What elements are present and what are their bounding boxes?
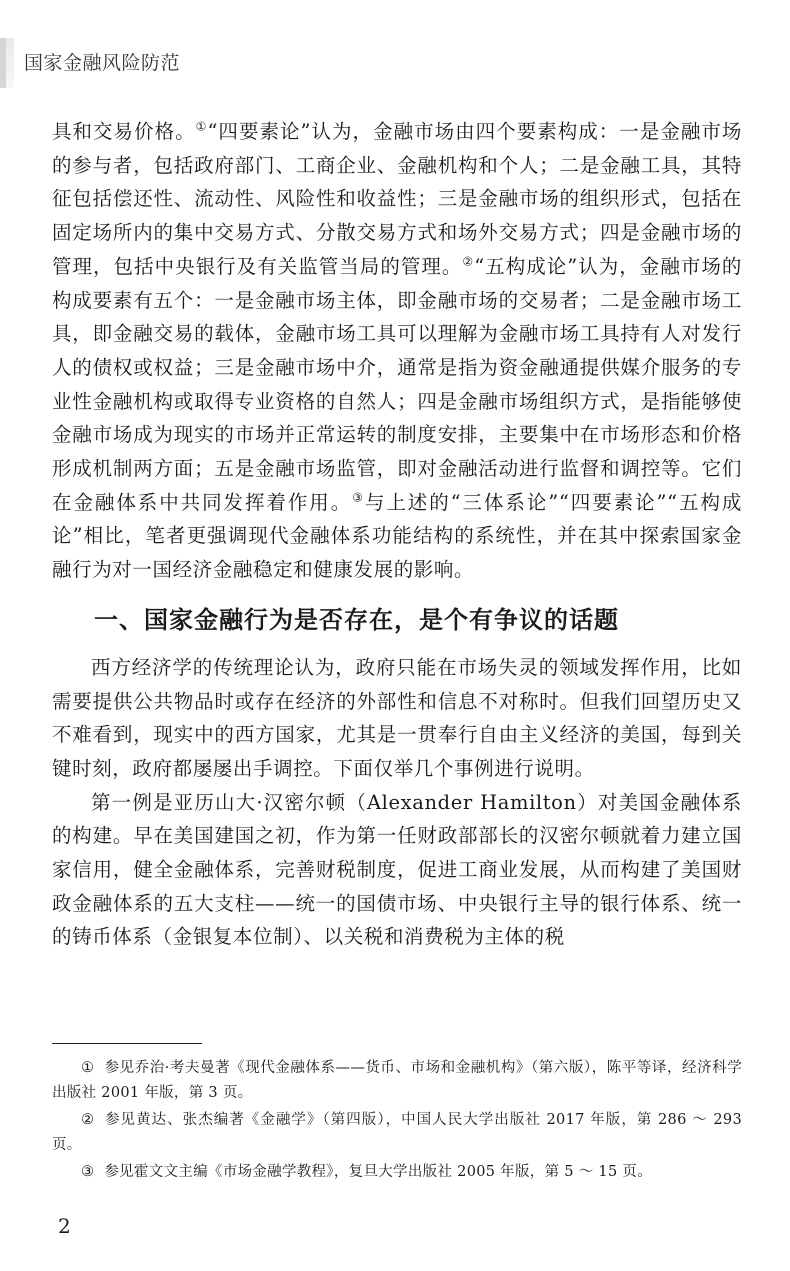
footnote-1-text: 参见乔治·考夫曼著《现代金融体系——货币、市场和金融机构》（第六版），陈平等译，经济科学出版社 2001 年版，第 3 页。 [52,1060,742,1101]
footnote-2 [52,1108,742,1158]
footnote-3 [52,1160,742,1185]
paragraph-1-part-2: “四要素论”认为，金融市场由四个要素构成：一是金融市场的参与者，包括政府部门、工商企业、金融机构和个人；二是金融工具，其特征包括偿还性、流动性、风险性和收益性；三是金融市场的组织形式，包括在固定场所内的集中交易方式、分散交易方式和场外交易方式；四是金融市场的管理，包括中央银行及有关监管当局的管理。 [52,120,743,278]
footnote-3-mark: ③ [81,1164,95,1180]
footnote-1-mark: ① [81,1060,95,1076]
section-heading: 一、国家金融行为是否存在，是个有争议的话题 [94,605,619,634]
footnote-2-mark: ② [81,1112,96,1128]
main-text [52,115,742,954]
footnote-divider [52,1043,202,1044]
footnote-2-text: 参见黄达、张杰编著《金融学》（第四版），中国人民大学出版社 2017 年版，第 286 ～ 293 页。 [52,1112,742,1153]
page-number: 2 [58,1214,71,1238]
running-head-title: 国家金融风险防范 [24,52,181,74]
footnote-3-text: 参见霍文文主编《市场金融学教程》，复旦大学出版社 2005 年版，第 5 ～ 15 页。 [104,1164,652,1180]
paragraph-1 [52,115,742,587]
header-accent-bar [0,38,14,88]
footnote-ref-2[interactable]: ② [462,254,475,269]
paragraph-1-part-4: 与上述的“三体系论”“四要素论”“五构成论”相比，笔者更强调现代金融体系功能结构的系统性，并在其中探索国家金融行为对一国经济金融稳定和健康发展的影响。 [52,490,742,582]
footnotes [52,1056,742,1187]
footnote-1 [52,1056,742,1106]
paragraph-2: 西方经济学的传统理论认为，政府只能在市场失灵的领域发挥作用，比如需要提供公共物品时或存在经济的外部性和信息不对称时。但我们回望历史又不难看到，现实中的西方国家，尤其是一贯奉行自由主义经济的美国，每到关键时刻，政府都屡屡出手调控。下面仅举几个事例进行说明。 [52,655,742,780]
footnote-ref-3[interactable]: ③ [352,490,365,505]
paragraph-3: 第一例是亚历山大·汉密尔顿（Alexander Hamilton）对美国金融体系的构建。早在美国建国之初，作为第一任财政部部长的汉密尔顿就着力建立国家信用，健全金融体系，完善财税制度，促进工商业发展，从而构建了美国财政金融体系的五大支柱——统一的国债市场、中央银行主导的银行体系、统一的铸币体系（金银复本位制）、以关税和消费税为主体的税 [52,790,742,949]
paragraph-1-part-1: 具和交易价格。 [52,120,196,143]
footnote-ref-1[interactable]: ① [195,119,208,134]
paragraph-1-part-3: “五构成论”认为，金融市场的构成要素有五个：一是金融市场主体，即金融市场的交易者；二是金融市场工具，即金融交易的载体，金融市场工具可以理解为金融市场工具持有人对发行人的债权或权益；三是金融市场中介，通常是指为资金融通提供媒介服务的专业性金融机构或取得专业资格的自然人；四是金融市场组织方式，是指能够使金融市场成为现实的市场并正常运转的制度安排，主要集中在市场形态和价格形成机制两方面；五是金融市场监管，即对金融活动进行监督和调控等。它们在金融体系中共同发挥着作用。 [52,254,742,514]
